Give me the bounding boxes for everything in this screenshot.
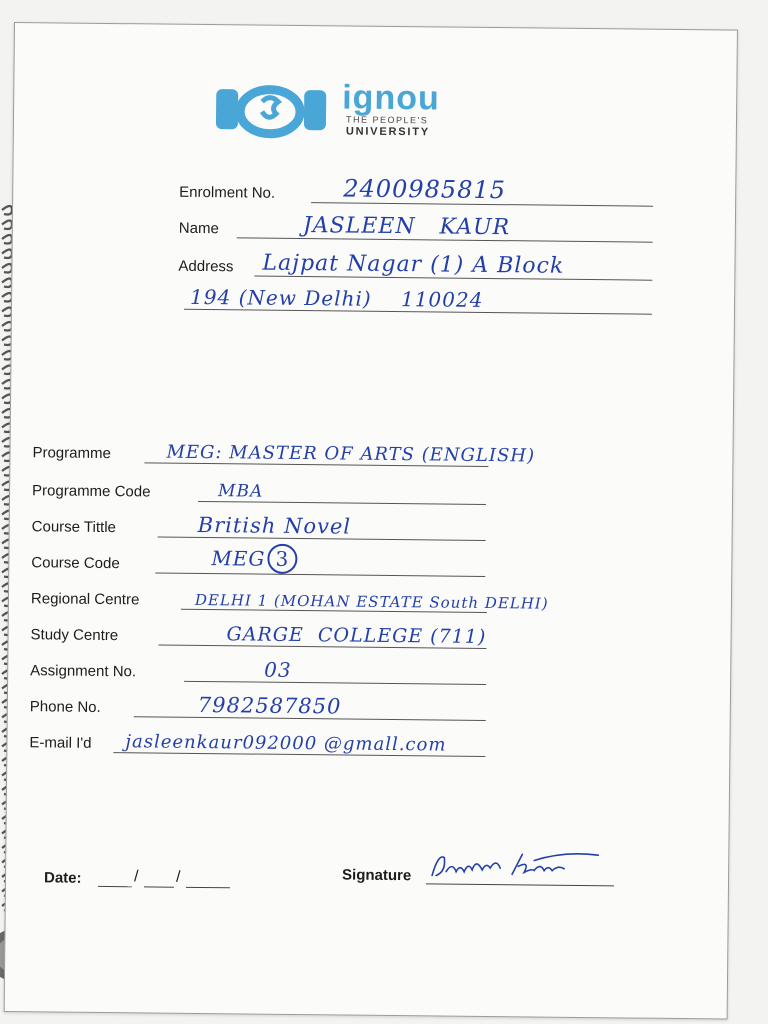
address-line-2: 194 (New Delhi) 110024 [190, 284, 484, 312]
name-label: Name [178, 219, 219, 238]
course-code-value: MEG 3 [211, 543, 297, 574]
date-day-blank [98, 886, 132, 887]
spiral-coil [2, 250, 12, 259]
assignment-row [30, 653, 670, 690]
date-separator-1: / [133, 868, 139, 886]
spiral-coil [2, 235, 12, 244]
regional-centre-label: Regional Centre [30, 590, 140, 609]
study-centre-value: GARGE COLLEGE (711) [226, 623, 487, 648]
address-label: Address [178, 257, 234, 276]
course-title-label: Course Tittle [31, 518, 117, 537]
spiral-coil [2, 221, 12, 230]
course-title-value: British Novel [197, 512, 352, 539]
email-row [29, 725, 709, 762]
enrolment-label: Enrolment No. [179, 183, 276, 202]
programme-value: MEG: MASTER OF ARTS (ENGLISH) [166, 441, 536, 467]
course-code-row [31, 545, 671, 582]
assignment-label: Assignment No. [30, 662, 137, 681]
address-row [178, 249, 658, 284]
spiral-coil [2, 206, 12, 215]
assignment-value: 03 [264, 657, 292, 682]
logo-tagline-1: THE PEOPLE'S [345, 114, 429, 126]
enrolment-row [179, 175, 659, 210]
enrolment-value: 2400985815 [343, 174, 507, 205]
handwritten-signature [426, 845, 606, 891]
email-label: E-mail I'd [29, 734, 92, 752]
ignou-logo [214, 78, 485, 146]
assignment-cover-sheet [4, 22, 738, 1020]
date-separator-2: / [175, 868, 181, 886]
regional-centre-row [31, 581, 711, 618]
address-line-1: Lajpat Nagar (1) A Block [262, 250, 565, 279]
course-title-row [32, 509, 672, 546]
programme-code-value: MBA [217, 481, 264, 502]
name-row [179, 211, 659, 246]
programme-code-row [32, 473, 672, 510]
programme-label: Programme [32, 444, 111, 463]
name-value: JASLEEN KAUR [302, 213, 511, 241]
logo-wordmark: ignou [342, 78, 440, 118]
date-month-blank [144, 886, 174, 887]
email-value: jasleenkaur092000 @gmall.com [125, 731, 447, 756]
programme-row [32, 435, 672, 472]
regional-centre-value: DELHI 1 (MOHAN ESTATE South DELHI) [194, 590, 549, 613]
course-code-circled-number: 3 [267, 544, 297, 574]
signature-label: Signature [341, 866, 412, 885]
date-year-blank [186, 887, 230, 888]
course-code-label: Course Code [31, 554, 120, 573]
date-label: Date: [43, 869, 82, 887]
phone-label: Phone No. [29, 698, 101, 716]
ignou-emblem-icon [214, 83, 335, 142]
logo-tagline-2: UNIVERSITY [345, 125, 430, 139]
address-row-2 [178, 283, 658, 318]
programme-code-label: Programme Code [32, 482, 151, 501]
study-centre-label: Study Centre [30, 626, 119, 645]
phone-row [30, 689, 670, 726]
study-centre-row [30, 617, 670, 654]
phone-value: 7982587850 [197, 692, 342, 719]
